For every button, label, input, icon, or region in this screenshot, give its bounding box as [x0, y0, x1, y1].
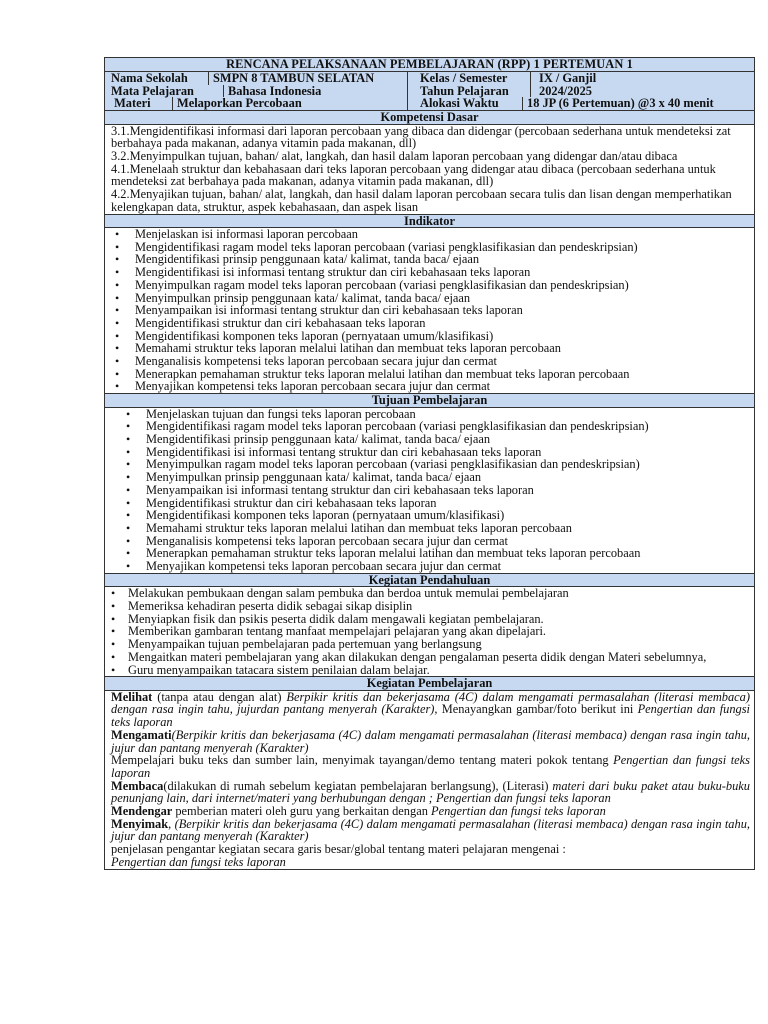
indikator-item: • Menyampaikan isi informasi tentang struktur dan ciri kebahasaan teks laporan	[111, 304, 750, 317]
menyimak-italic: (Berpikir kritis dan bekerjasama (4C) dalam mengamati permasalahan (literasi membaca) dengan rasa ingin tahu, jujur dan pantang menyerah (Karakter)	[111, 816, 750, 844]
pendahuluan-item: • Guru menyampaikan tatacara sistem penilaian dalam belajar.	[111, 664, 750, 677]
kegiatan-heading: Kegiatan Pembelajaran	[105, 677, 754, 691]
tujuan-item: • Menyimpulkan ragam model teks laporan percobaan (variasi pengklasifikasian dan pendeskripsian)	[111, 458, 750, 471]
indikator-section	[105, 228, 754, 394]
document-title: RENCANA PELAKSANAAN PEMBELAJARAN (RPP) 1 PERTEMUAN 1	[105, 58, 754, 72]
school-name-row	[111, 72, 403, 85]
school-name-value: SMPN 8 TAMBUN SELATAN	[208, 72, 374, 85]
identity-right	[408, 72, 754, 110]
tujuan-heading: Tujuan Pembelajaran	[105, 394, 754, 408]
mengamati-text: Mempelajari buku teks dan sumber lain, menyimak tayangan/demo tentang materi pokok tentang	[111, 753, 614, 768]
rpp-document	[104, 57, 755, 870]
indikator-item: • Mengidentifikasi isi informasi tentang struktur dan ciri kebahasaan teks laporan	[111, 266, 750, 279]
melihat-text: (tanpa atau dengan alat)	[152, 689, 287, 704]
tujuan-item: • Menyimpulkan prinsip penggunaan kata/ kalimat, tanda baca/ ejaan	[111, 471, 750, 484]
kegiatan-section	[105, 691, 754, 869]
class-semester-row	[420, 72, 750, 85]
indikator-item: • Menjelaskan isi informasi laporan percobaan	[111, 228, 750, 241]
mengamati-paragraph	[111, 729, 750, 754]
indikator-item: • Mengidentifikasi ragam model teks laporan percobaan (variasi pengklasifikasian dan pendeskripsian)	[111, 241, 750, 254]
indikator-list	[111, 228, 750, 393]
indikator-item: • Mengidentifikasi prinsip penggunaan kata/ kalimat, tanda baca/ ejaan	[111, 253, 750, 266]
melihat-paragraph	[111, 691, 750, 729]
membaca-term: Membaca	[111, 778, 164, 793]
identity-block	[105, 72, 754, 111]
membaca-paragraph	[111, 780, 750, 805]
menyimak-paragraph	[111, 818, 750, 843]
class-semester-label: Kelas / Semester	[420, 71, 508, 85]
tujuan-item: • Mengidentifikasi prinsip penggunaan kata/ kalimat, tanda baca/ ejaan	[111, 433, 750, 446]
tujuan-item: • Menjelaskan tujuan dan fungsi teks laporan percobaan	[111, 408, 750, 421]
indikator-item: • Menyimpulkan prinsip penggunaan kata/ kalimat, tanda baca/ ejaan	[111, 292, 750, 305]
pendahuluan-heading: Kegiatan Pendahuluan	[105, 574, 754, 588]
time-allocation-value: 18 JP (6 Pertemuan) @3 x 40 menit	[522, 97, 717, 110]
indikator-item: • Memahami struktur teks laporan melalui latihan dan membuat teks laporan percobaan	[111, 342, 750, 355]
tujuan-item: • Menganalisis kompetensi teks laporan percobaan secara jujur dan cermat	[111, 535, 750, 548]
pendahuluan-item: • Melakukan pembukaan dengan salam pembuka dan berdoa untuk memulai pembelajaran	[111, 587, 750, 600]
tujuan-list	[111, 408, 750, 573]
menyimak-topic: Pengertian dan fungsi teks laporan	[111, 854, 286, 869]
melihat-italic: Berpikir kritis dan bekerjasama (4C) dalam mengamati permasalahan (literasi membaca) dengan rasa ingin tahu, jujurdan pantang menyerah (Karakter)	[111, 689, 751, 717]
kd-item: 3.1.Mengidentifikasi informasi dari laporan percobaan yang dibaca dan didengar (percobaan sederhana untuk mendeteksi zat berbahaya pada makanan, adanya vitamin pada makanan, dll)	[111, 123, 731, 151]
mendengar-term: Mendengar	[111, 804, 173, 819]
mendengar-topic: Pengertian dan fungsi teks laporan	[431, 804, 606, 819]
tujuan-item: • Memahami struktur teks laporan melalui latihan dan membuat teks laporan percobaan	[111, 522, 750, 535]
mengamati-term: Mengamati	[111, 727, 172, 742]
tujuan-section	[105, 408, 754, 574]
kompetensi-heading: Kompetensi Dasar	[105, 111, 754, 125]
identity-left	[105, 72, 408, 110]
tujuan-item: • Mengidentifikasi ragam model teks laporan percobaan (variasi pengklasifikasian dan pendeskripsian)	[111, 420, 750, 433]
pendahuluan-item: • Memeriksa kehadiran peserta didik sebagai sikap disiplin	[111, 600, 750, 613]
material-row	[111, 97, 403, 110]
mengamati-italic: (Berpikir kritis dan bekerjasama (4C) dalam mengamati permasalahan (literasi membaca) dengan rasa ingin tahu, jujur dan pantang menyerah (Karakter)	[111, 727, 750, 755]
mendengar-text: pemberian materi oleh guru yang berkaitan dengan	[172, 804, 431, 819]
material-label: Materi	[111, 96, 151, 111]
kd-item: 4.1.Menelaah struktur dan kebahasaan dari teks laporan percobaan yang didengar atau dibaca (percobaan sederhana untuk mendeteksi zat berbahaya pada makanan, adanya vitamin pada makanan, dll)	[111, 161, 716, 189]
indikator-heading: Indikator	[105, 215, 754, 229]
tujuan-item: • Menyampaikan isi informasi tentang struktur dan ciri kebahasaan teks laporan	[111, 484, 750, 497]
pendahuluan-section	[105, 587, 754, 677]
melihat-term: Melihat	[111, 689, 153, 704]
kd-item: 4.2.Menyajikan tujuan, bahan/ alat, langkah, dan hasil dalam laporan percobaan secara tulis dan lisan dengan memperhatikan kelengkapan data, struktur, aspek kebahasaan, dan aspek lisan	[111, 187, 732, 214]
tujuan-item: • Menyajikan kompetensi teks laporan percobaan secara jujur dan cermat	[111, 560, 750, 573]
pendahuluan-item: • Menyampaikan tujuan pembelajaran pada pertemuan yang berlangsung	[111, 638, 750, 651]
menyimak-topic-line	[111, 856, 750, 869]
kd-item: 3.2.Menyimpulkan tujuan, bahan/ alat, langkah, dan hasil dalam laporan percobaan yang didengar dan/atau dibaca	[111, 148, 678, 163]
tujuan-item: • Mengidentifikasi struktur dan ciri kebahasaan teks laporan	[111, 497, 750, 510]
mengamati-detail	[111, 754, 750, 779]
pendahuluan-item: • Mengaitkan materi pembelajaran yang akan dilakukan dengan pengalaman peserta didik dengan Materi sebelumnya,	[111, 651, 750, 664]
indikator-item: • Menerapkan pemahaman struktur teks laporan melalui latihan dan membuat teks laporan percobaan	[111, 368, 750, 381]
melihat-text-2: , Menayangkan gambar/foto berikut ini	[434, 702, 638, 717]
tujuan-item: • Menerapkan pemahaman struktur teks laporan melalui latihan dan membuat teks laporan percobaan	[111, 547, 750, 560]
membaca-text: (dilakukan di rumah sebelum kegiatan pembelajaran berlangsung), (Literasi)	[163, 778, 553, 793]
time-allocation-row	[420, 97, 750, 110]
membaca-italic: materi dari buku paket atau buku-buku penunjang lain, dari internet/materi yang berhubungan dengan ; Pengertian dan fungsi teks laporan	[111, 778, 750, 806]
indikator-item: • Mengidentifikasi struktur dan ciri kebahasaan teks laporan	[111, 317, 750, 330]
subject-label: Mata Pelajaran	[111, 83, 194, 98]
indikator-item: • Menganalisis kompetensi teks laporan percobaan secara jujur dan cermat	[111, 355, 750, 368]
school-year-value: 2024/2025	[530, 85, 592, 98]
class-semester-value: IX / Ganjil	[530, 72, 596, 85]
tujuan-item: • Mengidentifikasi isi informasi tentang struktur dan ciri kebahasaan teks laporan	[111, 446, 750, 459]
pendahuluan-list	[111, 587, 750, 676]
school-name-label: Nama Sekolah	[111, 71, 188, 85]
kompetensi-section	[105, 125, 754, 215]
tujuan-item: • Mengidentifikasi komponen teks laporan (pernyataan umum/klasifikasi)	[111, 509, 750, 522]
subject-value: Bahasa Indonesia	[223, 85, 321, 98]
school-year-label: Tahun Pelajaran	[420, 83, 509, 98]
time-allocation-label: Alokasi Waktu	[420, 96, 499, 111]
indikator-item: • Mengidentifikasi komponen teks laporan (pernyataan umum/klasifikasi)	[111, 330, 750, 343]
melihat-topic: Pengertian dan fungsi teks laporan	[111, 702, 750, 730]
indikator-item: • Menyajikan kompetensi teks laporan percobaan secara jujur dan cermat	[111, 380, 750, 393]
pendahuluan-item: • Menyiapkan fisik dan psikis peserta didik dalam mengawali kegiatan pembelajaran.	[111, 613, 750, 626]
indikator-item: • Menyimpulkan ragam model teks laporan percobaan (variasi pengklasifikasian dan pendeskripsian)	[111, 279, 750, 292]
menyimak-text: ,	[168, 816, 175, 831]
menyimak-term: Menyimak	[111, 816, 169, 831]
menyimak-detail: penjelasan pengantar kegiatan secara garis besar/global tentang materi pelajaran mengenai :	[111, 842, 566, 857]
pendahuluan-item: • Memberikan gambaran tentang manfaat mempelajari pelajaran yang akan dipelajari.	[111, 625, 750, 638]
material-value: Melaporkan Percobaan	[172, 97, 302, 110]
mengamati-topic: Pengertian dan fungsi teks laporan	[111, 753, 750, 780]
